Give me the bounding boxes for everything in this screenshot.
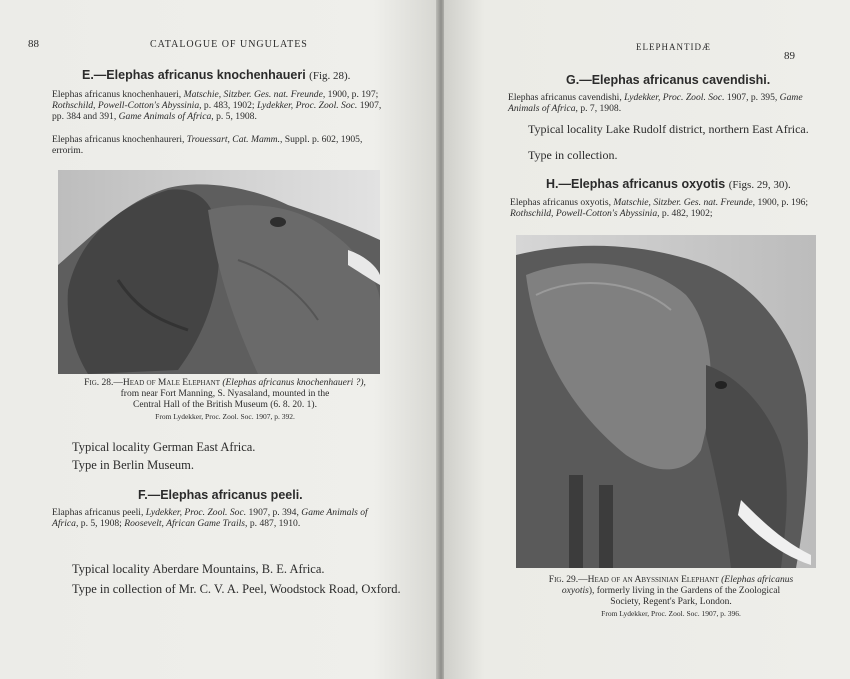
section-h-fig-ref: (Figs. 29, 30). bbox=[728, 179, 791, 191]
cite-text: Elephas africanus oxyotis, bbox=[510, 197, 614, 208]
cite-italic: Game Animals of Africa bbox=[52, 507, 368, 529]
caption-line: from near Fort Manning, S. Nyasaland, mounted in the bbox=[120, 389, 330, 399]
cite-text: , Suppl. p. 602, 1905, errorim. bbox=[52, 134, 363, 156]
cite-text: Elaphas africanus peeli, bbox=[52, 507, 146, 518]
section-f-heading: F.—Elephas africanus peeli. bbox=[138, 488, 303, 502]
cite-text: , p. 5, 1908. bbox=[211, 110, 257, 122]
figure-28-photo bbox=[58, 170, 380, 374]
figure-28-caption bbox=[40, 378, 410, 423]
cite-text: , p. 487, 1910. bbox=[245, 517, 301, 529]
section-h-citation bbox=[510, 198, 840, 220]
section-g-locality: Typical locality Lake Rudolf district, northern East Africa. bbox=[528, 122, 809, 136]
cite-text: , p. 483, 1902; bbox=[199, 99, 257, 111]
cite-text: Elephas africanus knochenhaueri, bbox=[52, 89, 184, 100]
page-number: 89 bbox=[784, 50, 795, 62]
caption-label: Fig. 29.—Head of an Abyssinian Elephant bbox=[548, 575, 719, 585]
caption-italic: (Elephas africanus knochenhaueri ?), bbox=[222, 378, 366, 388]
cite-italic: Game Animals of Africa bbox=[118, 110, 212, 122]
section-e-citation-2 bbox=[52, 135, 392, 157]
cite-italic: Trouessart, Cat. Mamm. bbox=[186, 134, 280, 145]
section-e-fig-ref: (Fig. 28). bbox=[309, 70, 351, 82]
elephant-photo-fig-28 bbox=[58, 170, 380, 374]
cite-text: , 1900, p. 196; bbox=[752, 197, 809, 208]
section-h-heading bbox=[546, 177, 791, 191]
cite-italic: Matschie, Sitzber. Ges. nat. Freunde bbox=[183, 89, 323, 100]
caption-line: Central Hall of the British Museum (6. 8. 20. 1). bbox=[133, 400, 317, 410]
caption-source: From Lydekker, Proc. Zool. Soc. 1907, p. 392. bbox=[155, 412, 295, 421]
caption-italic: oxyotis bbox=[561, 586, 589, 596]
cite-italic: Game Animals of Africa bbox=[508, 92, 803, 114]
cite-text: 1907, p. 394, bbox=[246, 507, 302, 518]
page-number: 88 bbox=[28, 38, 39, 50]
section-f-citation bbox=[52, 508, 392, 530]
section-g-type: Type in collection. bbox=[528, 148, 618, 162]
cite-italic: Lydekker, Proc. Zool. Soc. bbox=[256, 99, 358, 111]
cite-italic: Roosevelt, African Game Trails bbox=[124, 517, 246, 529]
cite-text: , 1900, p. 197; bbox=[322, 89, 379, 100]
elephant-photo-fig-29 bbox=[516, 235, 816, 568]
running-head: CATALOGUE OF UNGULATES bbox=[150, 39, 308, 50]
cite-text: 1907, p. 395, bbox=[724, 92, 780, 103]
cite-italic: Rothschild, Powell-Cotton's Abyssinia bbox=[52, 99, 200, 111]
caption-line: ), formerly living in the Gardens of the Zoological bbox=[588, 586, 781, 596]
figure-29-photo bbox=[516, 235, 816, 568]
figure-29-caption bbox=[506, 575, 836, 620]
section-h-title: H.—Elephas africanus oxyotis bbox=[546, 177, 726, 191]
caption-italic: (Elephas africanus bbox=[721, 575, 794, 585]
section-g-citation bbox=[508, 93, 828, 115]
section-f-type: Type in collection of Mr. C. V. A. Peel, Woodstock Road, Oxford. bbox=[72, 582, 401, 596]
caption-source: From Lydekker, Proc. Zool. Soc. 1907, p. 396. bbox=[601, 609, 741, 618]
caption-line: Society, Regent's Park, London. bbox=[610, 597, 732, 607]
cite-text: , p. 7, 1908. bbox=[575, 102, 622, 114]
cite-text: 1907, pp. 384 and 391, bbox=[52, 99, 382, 122]
caption-label: Fig. 28.—Head of Male Elephant bbox=[84, 378, 220, 388]
section-e-citation-1 bbox=[52, 90, 392, 122]
section-f-locality: Typical locality Aberdare Mountains, B. E. Africa. bbox=[72, 562, 325, 576]
right-page bbox=[444, 0, 850, 679]
cite-text: , p. 482, 1902; bbox=[657, 207, 713, 219]
cite-italic: Lydekker, Proc. Zool. Soc. bbox=[624, 92, 725, 103]
cite-italic: Lydekker, Proc. Zool. Soc. bbox=[145, 507, 247, 518]
section-e-title: E.—Elephas africanus knochenhaueri bbox=[82, 68, 306, 82]
section-g-heading: G.—Elephas africanus cavendishi. bbox=[566, 73, 771, 87]
cite-text: , p. 5, 1908; bbox=[75, 517, 125, 529]
cite-text: Elephas africanus cavendishi, bbox=[508, 92, 625, 103]
section-e-heading bbox=[82, 68, 350, 82]
cite-text: Elephas africanus knochenhaureri, bbox=[52, 134, 187, 145]
cite-italic: Matschie, Sitzber. Ges. nat. Freunde bbox=[613, 197, 753, 208]
section-e-locality: Typical locality German East Africa. bbox=[72, 440, 256, 454]
section-e-type: Type in Berlin Museum. bbox=[72, 458, 195, 472]
running-head: ELEPHANTIDÆ bbox=[636, 42, 711, 52]
cite-italic: Rothschild, Powell-Cotton's Abyssinia bbox=[510, 207, 658, 219]
